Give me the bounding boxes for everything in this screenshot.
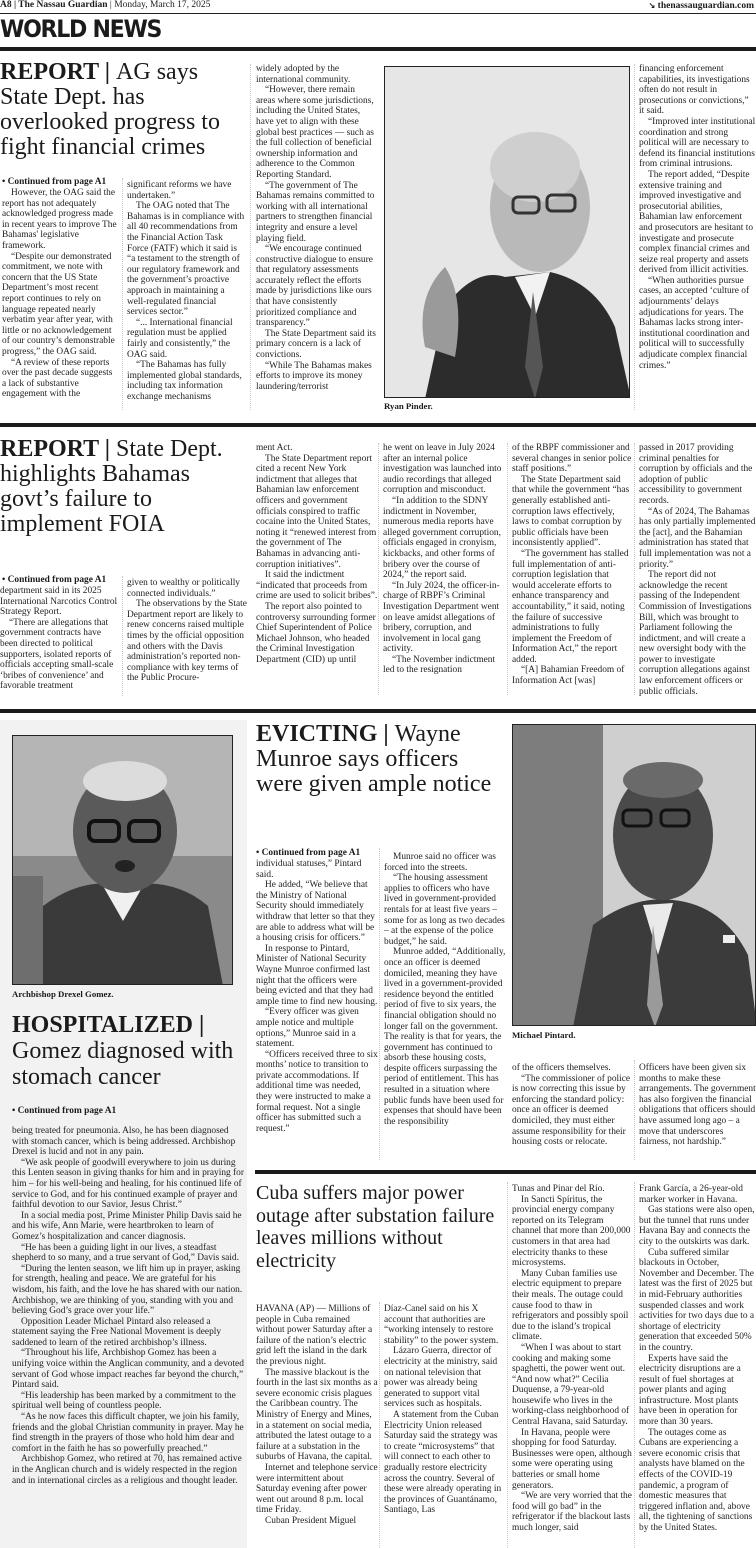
paragraph: The State Department said its primary concern is a lack of convictions. xyxy=(256,328,376,361)
paragraph: HAVANA (AP) — Millions of people in Cuba remained without power Saturday after a failure of the nation’s electric grid left the island in the dark the previous night. xyxy=(256,1304,373,1367)
arrow-icon: ↘ xyxy=(648,1,656,10)
archbishop-photo xyxy=(12,735,233,985)
paragraph: Cuba suffered similar blackouts in October, November and December. The latest was the first of 2025 but in mid-February authorities suspended classes and work activities for two days due to a shortage of electricity generation that exceeded 50% in the country. xyxy=(639,1247,755,1353)
paragraph: Lázaro Guerra, director of electricity at the ministry, said on national television that power was already being generated to support vital services such as hospitals. xyxy=(384,1346,498,1410)
paragraph: “He has been a guiding light in our lives, a steadfast shepherd to so many, and a true servant of God,” Davis said. xyxy=(12,1242,239,1264)
column-divider xyxy=(379,848,380,1160)
paragraph: “We encourage continued constructive dialogue to ensure that regulatory assessments accurately reflect the efforts made by jurisdictions like ours that have consistently prioritized compliance and transparency.” xyxy=(256,244,373,329)
paragraph: The report did not acknowledge the recent passing of the Independent Commission of Investigations Bill, which was brought to Parliament following the indictment, and will create a new oversight body with the power to investigate corruption allegations against law enforcement officers or public officials. xyxy=(639,570,752,697)
paragraph: Archbishop Gomez, who retired at 70, has remained active in the Anglican church and is widely respected in the region and in international circles as a religious and thought leader. xyxy=(12,1454,242,1486)
paragraph: Frank García, a 26-year-old marker worker in Havana. xyxy=(639,1184,743,1205)
paragraph: “In addition to the SDNY indictment in November, numerous media reports have alleged government corruption, officials engaged in cronyism, kickbacks, and other forms of bribery over the course of 2024,” the report said. xyxy=(383,495,501,581)
article2-headline-text: State Dept. highlights Bahamas govt’s failure to implement FOIA xyxy=(0,436,223,537)
article-divider xyxy=(0,423,756,427)
paragraph: Díaz-Canel said on his X account that authorities are “working intensely to restore stability” to the power system. xyxy=(384,1304,499,1346)
article1-col2 xyxy=(127,180,245,402)
paragraph: He added, “We believe that the Ministry of National Security should immediately withdraw that letter so that they are able to address what will be a housing crisis for officers.” xyxy=(256,880,375,944)
bullet-icon: • xyxy=(12,1106,18,1116)
paragraph: A statement from the Cuban Electricity Union released Saturday said the strategy was to create “microsystems” that will connect to each other to gradually restore electricity across the country. Several of these were already operating in the provinces of Guantánamo, Santiago, Las xyxy=(384,1409,502,1516)
article5-col4 xyxy=(639,1184,756,1534)
paragraph: Officers have been given six months to make these arrangements. The government has also forgiven the financial obligations that officers should have assumed long ago – a move that underscores fairness, not hardship.” xyxy=(639,1063,756,1148)
article4-headline-text: Wayne Munroe says officers were given ample notice xyxy=(256,721,492,797)
ryan-pinder-photo xyxy=(384,66,630,398)
bullet-icon: • xyxy=(256,848,262,858)
paragraph: “A review of these reports over the past decade suggests a lack of substantive engagement with the xyxy=(2,357,113,400)
paragraph: Many Cuban families use electric equipment to prepare their meals. The outage could cause food to thaw in refrigerators and possibly spoil due to the island’s tropical climate. xyxy=(512,1268,629,1343)
paragraph: “... International financial regulation must be applied fairly and consistently,” the OAG said. xyxy=(127,317,233,360)
paragraph: The State Department report cited a recent New York indictment that alleges that Bahamian law enforcement officers and government officials conspired to traffic cocaine into the United States, noting it “renewed interest from the government of The Bahamas in advancing anti-corruption initiatives”. xyxy=(256,453,377,570)
article3-kicker: HOSPITALIZED xyxy=(12,1012,193,1038)
column-divider xyxy=(507,443,508,695)
paragraph: “[A] Bahamian Freedom of Information Act [was] xyxy=(512,665,625,687)
article1-col1 xyxy=(2,188,118,400)
paragraph: significant reforms we have undertaken.” xyxy=(127,180,232,201)
article2-col6 xyxy=(639,443,756,697)
article3-headline[interactable]: HOSPITALIZED | Gomez diagnosed with stomach cancer xyxy=(12,1012,234,1090)
page-header: A8 | The Nassau Guardian | Monday, March 17, 2025 ↘ thenassauguardian.com xyxy=(0,0,754,11)
paragraph: The State Department said that while the government “has generally established anti-corruption laws effectively, laws to combat corruption by public officials have been inconsistently applied”. xyxy=(512,474,630,549)
paragraph: “Throughout his life, Archbishop Gomez has been a unifying voice within the Anglican community, and a devoted servant of God whose impact reaches far beyond the church,” Pintard said. xyxy=(12,1348,244,1391)
column-divider xyxy=(379,1302,380,1548)
paragraph: “As of 2024, The Bahamas has only partially implemented the [act], and the Bahamian administration has stated that full implementation was not a priority.” xyxy=(639,506,756,570)
article1-kicker: REPORT xyxy=(0,59,99,85)
paragraph: “We are very worried that the food will go bad” in the refrigerator if the blackout lasts much longer, said xyxy=(512,1491,632,1533)
paragraph: Opposition Leader Michael Pintard also released a statement saying the Free National Movement is deeply saddened to learn of the retired archbishop’s illness. xyxy=(12,1316,222,1348)
paragraph: Munroe said no officer was forced into the streets. xyxy=(384,852,496,873)
article4-col2 xyxy=(384,852,506,1127)
paragraph: The outages come as Cubans are experiencing a severe economic crisis that analysts have blamed on the effects of the COVID-19 pandemic, a program of domestic measures that triggered inflation and, above all, the tightening of sanctions by the United States. xyxy=(639,1427,753,1533)
paragraph: “However, there remain areas where some jurisdictions, including the United States, have yet to align with these global best practices — such as the full collection of beneficial ownership information and adherence to the Common Reporting Standard. xyxy=(256,85,374,180)
website-link[interactable] xyxy=(649,0,754,12)
paragraph: In response to Pintard, Minister of National Security Wayne Munroe confirmed last night that the officers were being evicted and that they had ample time to find new housing. xyxy=(256,943,378,1007)
article4-col3 xyxy=(512,1063,632,1148)
bullet-icon: • xyxy=(2,177,8,187)
section-title: WORLD NEWS xyxy=(0,15,162,43)
article3-body xyxy=(12,1126,244,1486)
article2-col4 xyxy=(383,443,505,676)
paragraph: “While The Bahamas makes efforts to improve its money laundering/terrorist xyxy=(256,360,372,392)
paragraph: “We ask people of goodwill everywhere to join us during this Lenten season in giving thanks for him and in praying for him – for his well-being and healing, for his continued life of service to God, and for his continued example of prayer and faithful devotion to our Savior, Jesus Christ.” xyxy=(12,1157,244,1211)
paragraph: “Every officer was given ample notice and multiple options,” Munroe said in a statement. xyxy=(256,1007,359,1050)
publication-name: The Nassau Guardian xyxy=(18,0,108,10)
paragraph: ment Act. xyxy=(256,443,293,453)
article1-headline[interactable]: REPORT | AG says State Dept. has overlooked progress to fight financial crimes xyxy=(0,59,220,160)
article4-continued[interactable]: • Continued from page A1 xyxy=(256,848,361,858)
article-divider xyxy=(255,1170,756,1174)
column-divider xyxy=(378,443,379,695)
paragraph: being treated for pneumonia. Also, he has been diagnosed with stomach cancer, which is being addressed. Archbishop Drexel is lucid and not in any pain. xyxy=(12,1126,236,1158)
article4-col4 xyxy=(639,1063,756,1148)
column-divider xyxy=(634,64,635,410)
paragraph: “The Bahamas has fully implemented global standards, including tax information exchange mechanisms xyxy=(127,360,242,402)
article4-col1 xyxy=(256,859,378,1134)
paragraph: widely adopted by the international community. xyxy=(256,64,351,85)
paragraph: Internet and telephone service were intermittent about Saturday evening after power went out around 8 p.m. local time Friday. xyxy=(256,1462,378,1516)
article4-kicker: EVICTING xyxy=(256,721,378,747)
column-divider xyxy=(250,64,251,410)
article5-headline[interactable]: Cuba suffers major power outage after substation failure leaves millions without electricity xyxy=(256,1182,495,1272)
paragraph: “Officers received three to six months’ notice to transition to private accommodations. If additional time was needed, they were instructed to make a formal request. Not a single officer has submitted such a request.” xyxy=(256,1049,378,1134)
article2-col5 xyxy=(512,443,634,687)
paragraph: The report added, “Despite extensive training and improved investigative and prosecutorial abilities, Bahamian law enforcement and prosecutors are hesitant to investigate and prosecute complex financial crimes and seize real property and assets derived from illicit activities. xyxy=(639,169,754,276)
section-rule xyxy=(0,47,756,51)
paragraph: Experts have said the electricity disruptions are a result of fuel shortages at power plants and aging infrastructure. Most plants have been in operation for more than 30 years. xyxy=(639,1353,741,1428)
paragraph: “The housing assessment applies to officers who have lived in government-provided rentals for at least five years – some for as long as two decades – at the expense of the police budget,” he said. xyxy=(384,873,505,947)
article1-col3 xyxy=(256,64,376,392)
paragraph: “Despite our demonstrated commitment, we note with concern that the US State Department’s most recent report continues to rely on language repeated nearly verbatim year after year, with little or no acknowledgement of our country’s demonstrable progress,” the OAG said. xyxy=(2,251,115,357)
paragraph: “The commissioner of police is now correcting this issue by enforcing the standard policy: once an officer is deemed domiciled, they must either assume responsibility for their housing costs or relocate. xyxy=(512,1073,631,1148)
article2-kicker: REPORT xyxy=(0,436,99,462)
paragraph: The massive blackout is the fourth in the last six months as a severe economic crisis plagues the Caribbean country. The Ministry of Energy and Mines, in a statement on social media, attributed the latest outage to a failure at a substation in the suburbs of Havana, the capital. xyxy=(256,1367,378,1463)
article2-headline[interactable]: REPORT | State Dept. highlights Bahamas govt’s failure to implement FOIA xyxy=(0,436,223,537)
paragraph: “When authorities pursue cases, an accepted ‘culture of adjournments’ delays adjudications for years. The Bahamas lacks strong inter-institutional coordination and political will to successfully adjudicate complex financial crimes.” xyxy=(639,275,750,371)
paragraph: The OAG noted that The Bahamas is in compliance with all 40 recommendations from the Financial Action Task Force (FATF) which it said is “a testament to the strength of our regulatory framework and the government’s proactive approach in maintaining a well-regulated financial services sector.” xyxy=(127,201,245,318)
paragraph: department said in its 2025 International Narcotics Control Strategy Report. xyxy=(0,586,118,618)
paragraph: “When I was about to start cooking and making some spaghetti, the power went out. “And now what?” Cecilia Duquense, a 79-year-old housewife who lives in the working-class neighborhood of Central Havana, said Saturday. xyxy=(512,1342,630,1428)
article4-photo-caption: Michael Pintard. xyxy=(512,1030,576,1040)
website-url: thenassauguardian.com xyxy=(657,1,754,11)
paragraph: “His leadership has been marked by a commitment to the spiritual well being of countless people. xyxy=(12,1390,236,1412)
paragraph: It said the indictment “indicated that proceeds from crime are used to solicit bribes”. xyxy=(256,570,378,602)
column-divider xyxy=(122,576,123,696)
paragraph: In Sancti Spíritus, the provincial energy company reported on its Telegram channel that more than 200,000 customers in that area had electricity thanks to these microsystems. xyxy=(512,1194,631,1269)
column-divider xyxy=(634,443,635,695)
article5-col2 xyxy=(384,1304,506,1516)
article2-col3 xyxy=(256,443,378,665)
michael-pintard-photo xyxy=(512,724,756,1026)
paragraph: “In July 2024, the officer-in-charge of RBPF’s Criminal Investigation Department went on leave amidst allegations of bribery, corruption, and involvement in local gang activity. xyxy=(383,580,500,655)
paragraph: of the officers themselves. xyxy=(512,1063,611,1073)
paragraph: individual statuses,” Pintard said. xyxy=(256,859,362,880)
paragraph: Cuban President Miguel xyxy=(265,1515,357,1526)
article5-col1 xyxy=(256,1304,378,1526)
paragraph: he went on leave in July 2024 after an internal police investigation was launched into audio recordings that alleged corruption and misconduct. xyxy=(383,443,502,496)
column-divider xyxy=(634,1060,635,1160)
page-number: A8 xyxy=(0,0,12,10)
paragraph: “The November indictment led to the resignation xyxy=(383,654,496,676)
article2-continued[interactable]: • Continued from page A1 xyxy=(2,575,107,585)
article1-continued[interactable]: • Continued from page A1 xyxy=(2,177,107,187)
article2-col1 xyxy=(0,586,120,692)
paragraph: However, the OAG said the report has not adequately acknowledged progress made in recent years to improve The Bahamas' legislative framework. xyxy=(2,188,117,251)
paragraph: The observations by the State Department report are likely to renew concerns raised multiple times by the official opposition and others with the Davis administration’s reported non-compliance with key terms of the Public Procure- xyxy=(127,599,247,684)
article4-headline[interactable]: EVICTING | Wayne Munroe says officers were given ample notice xyxy=(256,721,492,797)
article1-headline-text: AG says State Dept. has overlooked progress to fight financial crimes xyxy=(0,59,220,160)
column-divider xyxy=(122,178,123,410)
paragraph: Tunas and Pinar del Río. xyxy=(512,1184,605,1194)
paragraph: Munroe added, “Additionally, once an officer is deemed domiciled, meaning they have lived in a government-provided residence beyond the entitled period of five to six years, the financial obligation should no longer fall on the government. The reality is that for years, the government has continued to absorb these housing costs, despite officers surpassing the period of entitlement. This has resulted in a situation where public funds have been used for expenses that should have been the responsibility xyxy=(384,947,506,1127)
paragraph: of the RBPF commissioner and several changes in senior police staff positions.” xyxy=(512,443,632,475)
paragraph: financing enforcement capabilities, its investigations often do not result in prosecutions or convictions,” it said. xyxy=(639,64,750,117)
paragraph: Gas stations were also open, but the tunnel that runs under Havana Bay and connects the city to the outskirts was dark. xyxy=(639,1205,755,1247)
paragraph: “The government of The Bahamas remains committed to working with all international partners to strengthen financial integrity and ensure a level playing field. xyxy=(256,180,375,244)
paragraph: “Improved inter institutional coordination and strong political will are necessary to defend its financial institutions from criminal intrusions. xyxy=(639,116,756,170)
paragraph: given to wealthy or politically connected individuals.” xyxy=(127,578,240,599)
paragraph: In a social media post, Prime Minister Philip Davis said he and his wife, Ann Marie, were heartbroken to learn of Gomez’s hospitalization and cancer diagnosis. xyxy=(12,1210,242,1242)
paragraph: passed in 2017 providing criminal penalties for corruption by officials and the adoption of public accessibility to government records. xyxy=(639,443,753,506)
article3-headline-text: Gomez diagnosed with stomach cancer xyxy=(12,1038,234,1090)
column-divider xyxy=(507,1182,508,1548)
article3-photo-caption: Archbishop Drexel Gomez. xyxy=(12,989,114,999)
column-divider xyxy=(634,1182,635,1548)
paragraph: In Havana, people were shopping for food Saturday. Businesses were open, although some were operating using batteries or small home generators. xyxy=(512,1427,632,1491)
article-divider xyxy=(0,709,756,713)
issue-date: Monday, March 17, 2025 xyxy=(114,0,211,10)
article2-col2 xyxy=(127,578,247,684)
article1-photo-caption: Ryan Pinder. xyxy=(384,401,433,411)
paragraph: “The government has stalled full implementation of anti-corruption legislation that would accelerate efforts to enhance transparency and accountability,” it said, noting the failure of successive administrations to fully implement the Freedom of Information Act,” the report added. xyxy=(512,548,629,665)
article5-col3 xyxy=(512,1184,634,1534)
article3-continued[interactable]: • Continued from page A1 xyxy=(12,1106,117,1116)
paragraph: “As he now faces this difficult chapter, we join his family, friends and the global Christian community in prayer. May he find strength in the prayers of those who hold him dear and comfort in the faith he has so powerfully preached.” xyxy=(12,1412,244,1454)
paragraph: “There are allegations that government contracts have been directed to political supporters, isolated reports of officials accepting small-scale ‘bribes of convenience’ and favorable treatment xyxy=(0,617,114,692)
article1-col4 xyxy=(639,64,756,371)
paragraph: The report also pointed to controversy surrounding former Chief Superintendent of Police Michael Johnson, who headed the Criminal Investigation Department (CID) up until xyxy=(256,601,376,665)
bullet-icon: • xyxy=(2,575,8,585)
paragraph: “During the lenten season, we lift him up in prayer, asking for strength, healing and peace. We are grateful for his wisdom, his faith, and the love he has shared with our nation. Archbishop, we are thinking of you, standing with you and believing God’s grace over your life.” xyxy=(12,1263,243,1317)
